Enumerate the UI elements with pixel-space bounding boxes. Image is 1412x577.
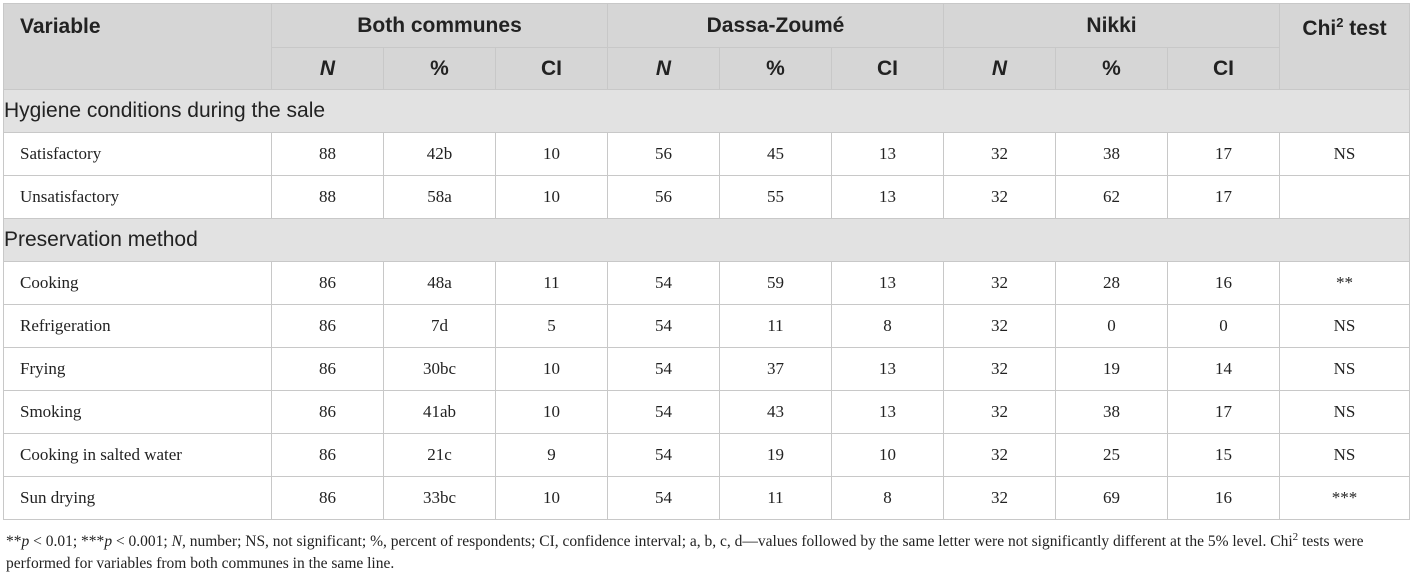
table-cell: 54: [608, 477, 720, 520]
table-cell: 11: [720, 305, 832, 348]
table-cell: 86: [272, 348, 384, 391]
table-cell: 59: [720, 262, 832, 305]
table-cell: 62: [1056, 176, 1168, 219]
table-cell: 69: [1056, 477, 1168, 520]
data-table: [3, 3, 1410, 520]
chi-test-cell: NS: [1280, 434, 1410, 477]
table-cell: 17: [1168, 133, 1280, 176]
table-row: [4, 348, 1410, 391]
table-cell: 15: [1168, 434, 1280, 477]
table-cell: 21c: [384, 434, 496, 477]
chi-test-header: Chi$^2$ test: [1280, 4, 1410, 90]
table-cell: 10: [496, 477, 608, 520]
row-label: Frying: [4, 348, 272, 391]
table-cell: 54: [608, 434, 720, 477]
row-label: Cooking in salted water: [4, 434, 272, 477]
table-cell: 45: [720, 133, 832, 176]
table-cell: 8: [832, 477, 944, 520]
table-cell: 17: [1168, 176, 1280, 219]
variable-header: Variable: [4, 4, 272, 90]
table-cell: 86: [272, 262, 384, 305]
table-cell: 86: [272, 391, 384, 434]
table-cell: 41ab: [384, 391, 496, 434]
chi-test-cell: NS: [1280, 348, 1410, 391]
table-cell: 10: [496, 133, 608, 176]
table-cell: 17: [1168, 391, 1280, 434]
group-header-nikki: Nikki: [944, 4, 1280, 48]
table-cell: 54: [608, 262, 720, 305]
table-cell: 8: [832, 305, 944, 348]
table-cell: 86: [272, 305, 384, 348]
chi-test-cell: NS: [1280, 305, 1410, 348]
table-cell: 13: [832, 348, 944, 391]
subheader-percent: %: [384, 48, 496, 90]
table-row: [4, 133, 1410, 176]
table-cell: 0: [1168, 305, 1280, 348]
subheader-percent: %: [1056, 48, 1168, 90]
row-label: Unsatisfactory: [4, 176, 272, 219]
table-footnote: **p < 0.01; ***p < 0.001; N, number; NS, not significant; %, percent of respondents; CI, confidence interval; a, b, c, d—values followed by the same letter were not significantly different at the 5% level. Chi$^2$ tests were performed for variables from both communes in the same line.: [6, 531, 1364, 573]
subheader-n: N: [272, 48, 384, 90]
table-cell: 30bc: [384, 348, 496, 391]
table-cell: 38: [1056, 391, 1168, 434]
table-cell: 19: [1056, 348, 1168, 391]
table-container: [3, 3, 1409, 575]
section-row: [4, 219, 1410, 262]
table-cell: 28: [1056, 262, 1168, 305]
section-title: Preservation method: [4, 219, 1410, 262]
table-cell: 38: [1056, 133, 1168, 176]
row-label: Cooking: [4, 262, 272, 305]
table-cell: 86: [272, 434, 384, 477]
table-cell: 43: [720, 391, 832, 434]
table-cell: 25: [1056, 434, 1168, 477]
row-label: Sun drying: [4, 477, 272, 520]
table-cell: 16: [1168, 262, 1280, 305]
table-cell: 32: [944, 133, 1056, 176]
table-cell: 54: [608, 305, 720, 348]
subheader-n: N: [608, 48, 720, 90]
chi-test-cell: NS: [1280, 133, 1410, 176]
chi-test-cell: NS: [1280, 391, 1410, 434]
table-cell: 58a: [384, 176, 496, 219]
table-cell: 32: [944, 305, 1056, 348]
table-cell: 37: [720, 348, 832, 391]
section-title: Hygiene conditions during the sale: [4, 90, 1410, 133]
table-cell: 13: [832, 133, 944, 176]
chi-test-cell: **: [1280, 262, 1410, 305]
table-cell: 9: [496, 434, 608, 477]
table-cell: 7d: [384, 305, 496, 348]
table-cell: 88: [272, 176, 384, 219]
subheader-ci: CI: [832, 48, 944, 90]
group-header-both: Both communes: [272, 4, 608, 48]
subheader-n: N: [944, 48, 1056, 90]
table-cell: 19: [720, 434, 832, 477]
table-cell: 32: [944, 262, 1056, 305]
table-cell: 33bc: [384, 477, 496, 520]
table-row: [4, 434, 1410, 477]
table-row: [4, 262, 1410, 305]
chi-test-cell: [1280, 176, 1410, 219]
table-cell: 86: [272, 477, 384, 520]
table-cell: 42b: [384, 133, 496, 176]
table-cell: 32: [944, 477, 1056, 520]
table-cell: 10: [496, 348, 608, 391]
table-cell: 32: [944, 391, 1056, 434]
table-cell: 55: [720, 176, 832, 219]
table-row: [4, 305, 1410, 348]
table-cell: 16: [1168, 477, 1280, 520]
table-row: [4, 391, 1410, 434]
header-row: [4, 4, 1410, 48]
table-row: [4, 176, 1410, 219]
table-cell: 14: [1168, 348, 1280, 391]
row-label: Refrigeration: [4, 305, 272, 348]
table-cell: 88: [272, 133, 384, 176]
table-cell: 48a: [384, 262, 496, 305]
chi-test-cell: ***: [1280, 477, 1410, 520]
subheader-ci: CI: [496, 48, 608, 90]
table-cell: 32: [944, 176, 1056, 219]
table-cell: 32: [944, 434, 1056, 477]
table-cell: 56: [608, 176, 720, 219]
group-header-dassa: Dassa-Zoumé: [608, 4, 944, 48]
subheader-ci: CI: [1168, 48, 1280, 90]
section-row: [4, 90, 1410, 133]
table-cell: 10: [496, 391, 608, 434]
table-cell: 13: [832, 262, 944, 305]
table-cell: 11: [720, 477, 832, 520]
row-label: Satisfactory: [4, 133, 272, 176]
row-label: Smoking: [4, 391, 272, 434]
subheader-percent: %: [720, 48, 832, 90]
table-cell: 13: [832, 391, 944, 434]
table-cell: 10: [832, 434, 944, 477]
table-cell: 56: [608, 133, 720, 176]
table-cell: 11: [496, 262, 608, 305]
table-cell: 54: [608, 348, 720, 391]
table-cell: 10: [496, 176, 608, 219]
table-body: [4, 90, 1410, 520]
table-row: [4, 477, 1410, 520]
table-cell: 32: [944, 348, 1056, 391]
table-cell: 54: [608, 391, 720, 434]
table-cell: 5: [496, 305, 608, 348]
table-cell: 0: [1056, 305, 1168, 348]
table-cell: 13: [832, 176, 944, 219]
